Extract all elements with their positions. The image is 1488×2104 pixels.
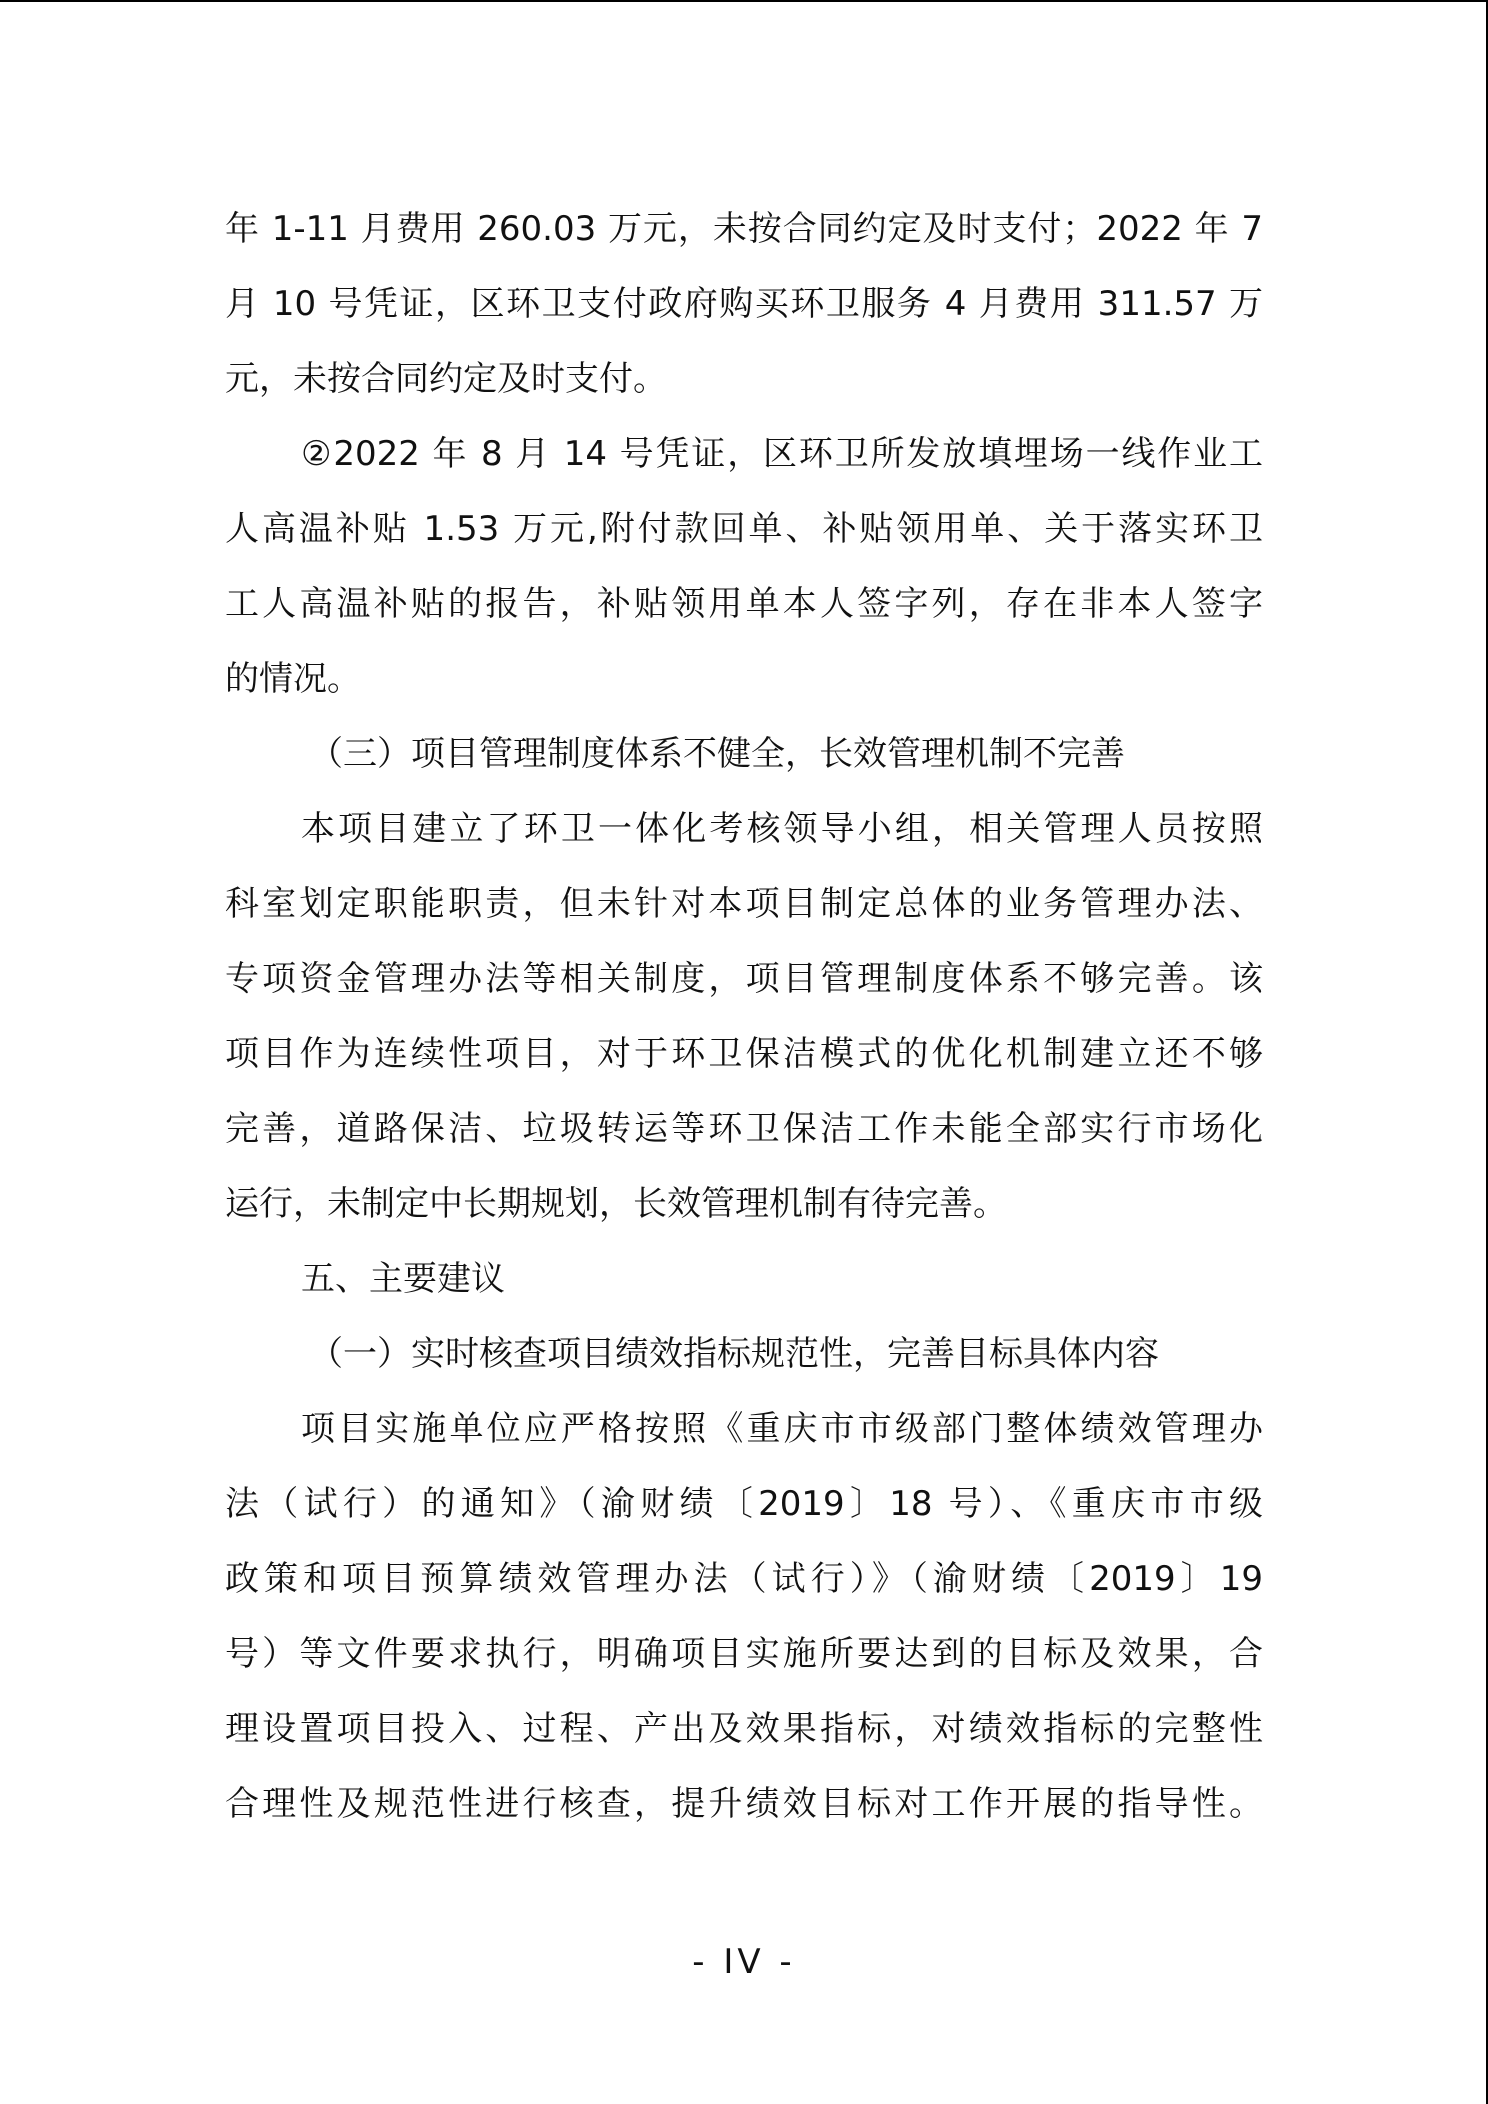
paragraph-line: 法（试行）的通知》（渝财绩〔2019〕18 号）、《重庆市市级 — [225, 1484, 1263, 1524]
paragraph-line: 项目实施单位应严格按照《重庆市市级部门整体绩效管理办 — [301, 1409, 1263, 1449]
document-body — [225, 192, 1263, 1842]
paragraph-line: 项目作为连续性项目，对于环卫保洁模式的优化机制建立还不够 — [225, 1034, 1263, 1074]
paragraph-line: 本项目建立了环卫一体化考核领导小组，相关管理人员按照 — [301, 809, 1263, 849]
paragraph-line: 月 10 号凭证，区环卫支付政府购买环卫服务 4 月费用 311.57 万 — [225, 284, 1263, 324]
paragraph-line: 专项资金管理办法等相关制度，项目管理制度体系不够完善。该 — [225, 959, 1263, 999]
paragraph-line: 号）等文件要求执行，明确项目实施所要达到的目标及效果，合 — [225, 1634, 1263, 1674]
section-subheading: （一）实时核查项目绩效指标规范性，完善目标具体内容 — [309, 1334, 1159, 1374]
paragraph-line: 年 1-11 月费用 260.03 万元，未按合同约定及时支付；2022 年 7 — [225, 209, 1263, 249]
paragraph-line: 完善，道路保洁、垃圾转运等环卫保洁工作未能全部实行市场化 — [225, 1109, 1263, 1149]
section-subheading: （三）项目管理制度体系不健全，长效管理机制不完善 — [309, 734, 1125, 774]
paragraph-line: 运行，未制定中长期规划，长效管理机制有待完善。 — [225, 1184, 1007, 1224]
paragraph-line: 政策和项目预算绩效管理办法（试行）》（渝财绩〔2019〕19 — [225, 1559, 1263, 1599]
paragraph-line: 元，未按合同约定及时支付。 — [225, 359, 667, 399]
paragraph-line: 科室划定职能职责，但未针对本项目制定总体的业务管理办法、 — [225, 884, 1263, 924]
page-number: - IV - — [692, 1942, 796, 1982]
paragraph-line: 合理性及规范性进行核查，提升绩效目标对工作开展的指导性。 — [225, 1784, 1263, 1824]
paragraph-line: ②2022 年 8 月 14 号凭证，区环卫所发放填埋场一线作业工 — [301, 434, 1263, 474]
paragraph-line: 的情况。 — [225, 659, 361, 699]
paragraph-line: 理设置项目投入、过程、产出及效果指标，对绩效指标的完整性 — [225, 1709, 1263, 1749]
paragraph-line: 工人高温补贴的报告，补贴领用单本人签字列，存在非本人签字 — [225, 584, 1263, 624]
paragraph-line: 人高温补贴 1.53 万元,附付款回单、补贴领用单、关于落实环卫 — [225, 509, 1263, 549]
section-heading: 五、主要建议 — [301, 1259, 505, 1299]
